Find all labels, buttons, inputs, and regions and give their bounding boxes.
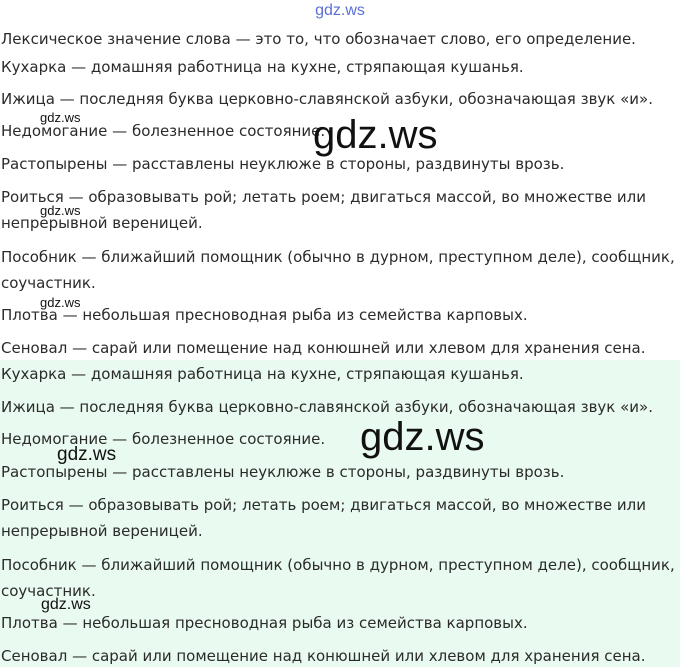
text-line: Сеновал — сарай или помещение над конюшней или хлевом для хранения сена. <box>1 647 646 665</box>
text-block-highlighted <box>0 360 680 667</box>
text-line: Растопырены — расставлены неуклюже в стороны, раздвинуты врозь. <box>1 155 565 173</box>
text-line: Ижица — последняя буква церковно-славянской азбуки, обозначающая звук «и». <box>1 90 653 108</box>
text-line: Роиться — образовывать рой; летать роем; двигаться массой, во множестве или <box>1 188 646 206</box>
text-line: Пособник — ближайший помощник (обычно в дурном, преступном деле), сообщник, <box>1 556 675 574</box>
text-line: Плотва — небольшая пресноводная рыба из семейства карповых. <box>1 306 528 324</box>
watermark-medium: gdz.ws <box>57 444 117 465</box>
text-line: соучастник. <box>1 274 96 292</box>
text-line: Ижица — последняя буква церковно-славянской азбуки, обозначающая звук «и». <box>1 398 653 416</box>
watermark-small: gdz.ws <box>40 203 81 218</box>
text-line: Растопырены — расставлены неуклюже в стороны, раздвинуты врозь. <box>1 463 565 481</box>
watermark-large: gdz.ws <box>313 113 438 157</box>
text-line: Сеновал — сарай или помещение над конюшней или хлевом для хранения сена. <box>1 339 646 357</box>
watermark-top: gdz.ws <box>315 2 365 19</box>
text-line: непрерывной вереницей. <box>1 214 203 232</box>
text-line: Лексическое значение слова — это то, что обозначает слово, его определение. <box>1 30 636 48</box>
text-line: Недомогание — болезненное состояние. <box>1 122 326 140</box>
text-line: Пособник — ближайший помощник (обычно в дурном, преступном деле), сообщник, <box>1 248 675 266</box>
watermark-large: gdz.ws <box>360 415 485 459</box>
text-line: соучастник. <box>1 582 96 600</box>
text-line: Недомогание — болезненное состояние. <box>1 430 326 448</box>
text-line: Кухарка — домашняя работница на кухне, стряпающая кушанья. <box>1 365 524 383</box>
text-line: Плотва — небольшая пресноводная рыба из семейства карповых. <box>1 614 528 632</box>
watermark-small: gdz.ws <box>40 110 81 125</box>
watermark-small: gdz.ws <box>40 295 81 310</box>
text-line: Кухарка — домашняя работница на кухне, стряпающая кушанья. <box>1 58 524 76</box>
text-line: непрерывной вереницей. <box>1 522 203 540</box>
text-line: Роиться — образовывать рой; летать роем; двигаться массой, во множестве или <box>1 496 646 514</box>
watermark-small: gdz.ws <box>41 596 91 613</box>
